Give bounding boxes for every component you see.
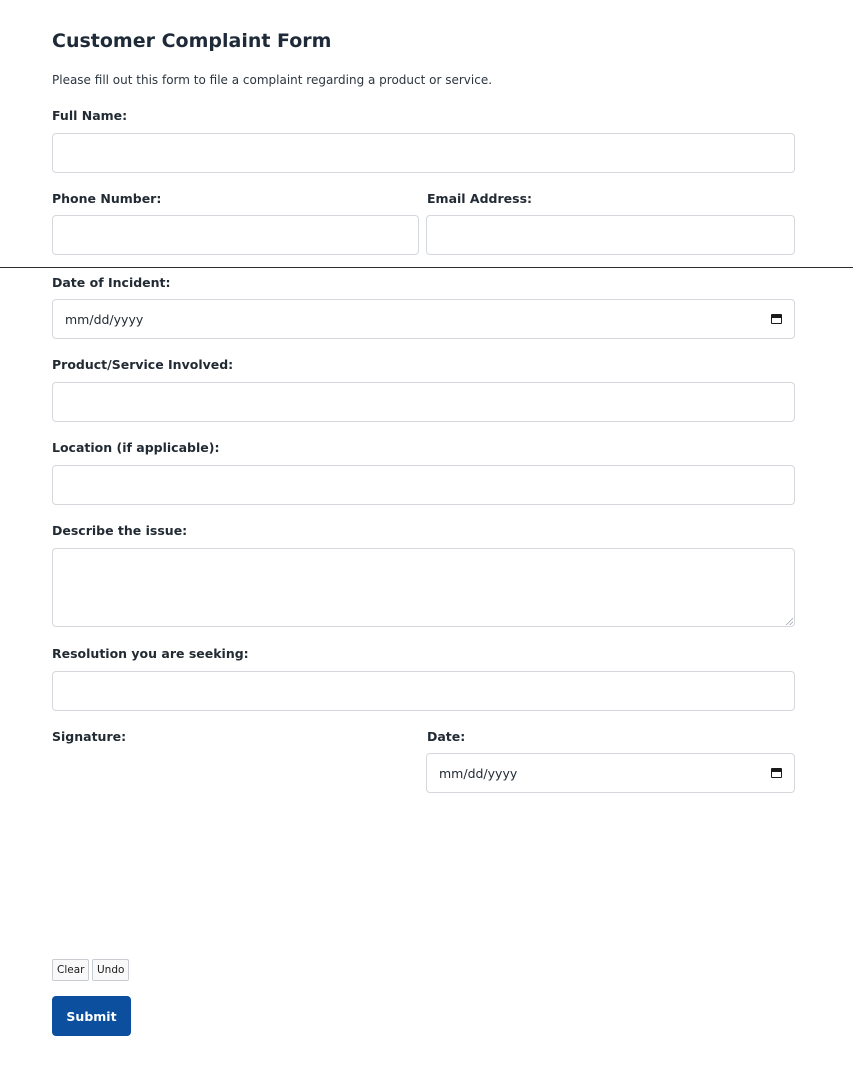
email-input[interactable] <box>426 215 795 255</box>
resolution-label: Resolution you are seeking: <box>52 646 249 661</box>
submit-button[interactable]: Submit <box>52 996 131 1036</box>
full-name-label: Full Name: <box>52 108 128 123</box>
incident-date-placeholder: mm/dd/yyyy <box>65 311 144 327</box>
incident-date-input[interactable] <box>52 299 795 339</box>
page-title: Customer Complaint Form <box>52 30 332 52</box>
signature-label: Signature: <box>52 729 127 744</box>
incident-date-label: Date of Incident: <box>52 275 171 290</box>
clear-signature-button[interactable]: Clear <box>52 959 89 981</box>
date-input[interactable] <box>426 753 795 793</box>
date-label: Date: <box>427 729 466 744</box>
signature-pad[interactable] <box>52 752 412 952</box>
resolution-input[interactable] <box>52 671 795 711</box>
phone-label: Phone Number: <box>52 191 162 206</box>
form-intro: Please fill out this form to file a complaint regarding a product or service. <box>52 73 493 87</box>
resize-handle-icon[interactable] <box>785 617 793 625</box>
product-input[interactable] <box>52 382 795 422</box>
location-label: Location (if applicable): <box>52 440 220 455</box>
product-label: Product/Service Involved: <box>52 357 234 372</box>
location-input[interactable] <box>52 465 795 505</box>
issue-textarea[interactable] <box>52 548 795 627</box>
calendar-icon[interactable] <box>771 314 782 324</box>
date-placeholder: mm/dd/yyyy <box>439 765 518 781</box>
undo-signature-button[interactable]: Undo <box>92 959 129 981</box>
full-name-input[interactable] <box>52 133 795 173</box>
issue-label: Describe the issue: <box>52 523 188 538</box>
email-label: Email Address: <box>427 191 533 206</box>
section-divider <box>0 267 853 268</box>
calendar-icon[interactable] <box>771 768 782 778</box>
phone-input[interactable] <box>52 215 419 255</box>
